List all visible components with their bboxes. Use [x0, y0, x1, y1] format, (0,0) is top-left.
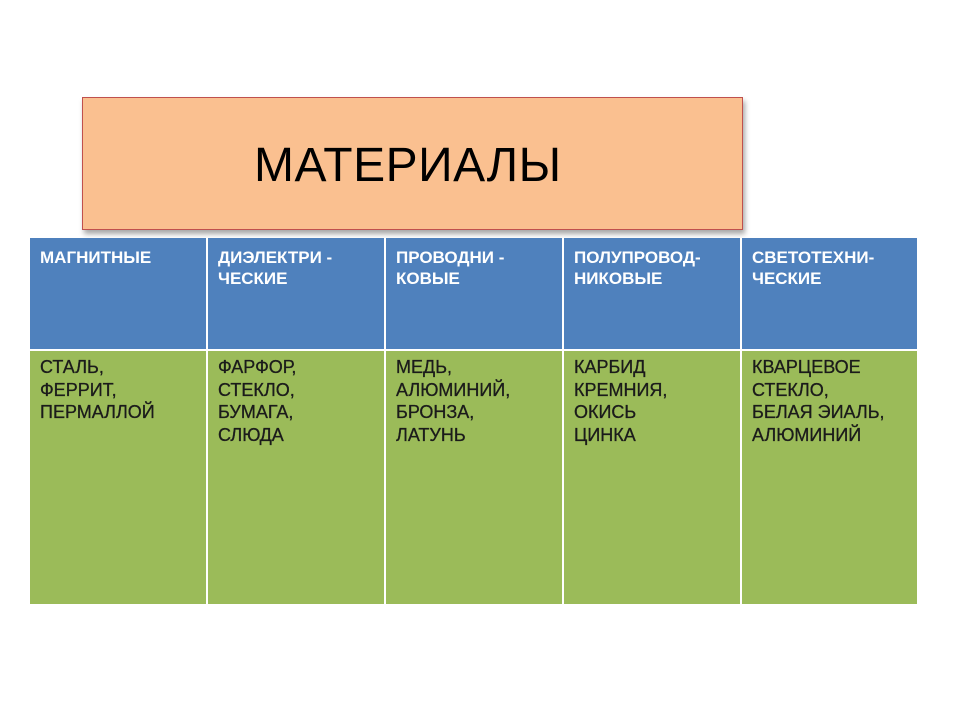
body-cell-lighting: КВАРЦЕВОЕ СТЕКЛО, БЕЛАЯ ЭИАЛЬ, АЛЮМИНИЙ — [742, 351, 917, 604]
title-box — [82, 97, 743, 230]
header-cell-dielectric: ДИЭЛЕКТРИ - ЧЕСКИЕ — [208, 238, 384, 349]
header-cell-conductive: ПРОВОДНИ - КОВЫЕ — [386, 238, 562, 349]
header-cell-magnetic: МАГНИТНЫЕ — [30, 238, 206, 349]
header-cell-lighting: СВЕТОТЕХНИ- ЧЕСКИЕ — [742, 238, 917, 349]
materials-table — [30, 238, 913, 604]
header-cell-semiconductor: ПОЛУПРОВОД- НИКОВЫЕ — [564, 238, 740, 349]
body-cell-conductive: МЕДЬ, АЛЮМИНИЙ, БРОНЗА, ЛАТУНЬ — [386, 351, 562, 604]
body-cell-semiconductor: КАРБИД КРЕМНИЯ, ОКИСЬ ЦИНКА — [564, 351, 740, 604]
body-cell-magnetic: СТАЛЬ, ФЕРРИТ, ПЕРМАЛЛОЙ — [30, 351, 206, 604]
body-cell-dielectric: ФАРФОР, СТЕКЛО, БУМАГА, СЛЮДА — [208, 351, 384, 604]
page-title: МАТЕРИАЛЫ — [254, 139, 562, 192]
